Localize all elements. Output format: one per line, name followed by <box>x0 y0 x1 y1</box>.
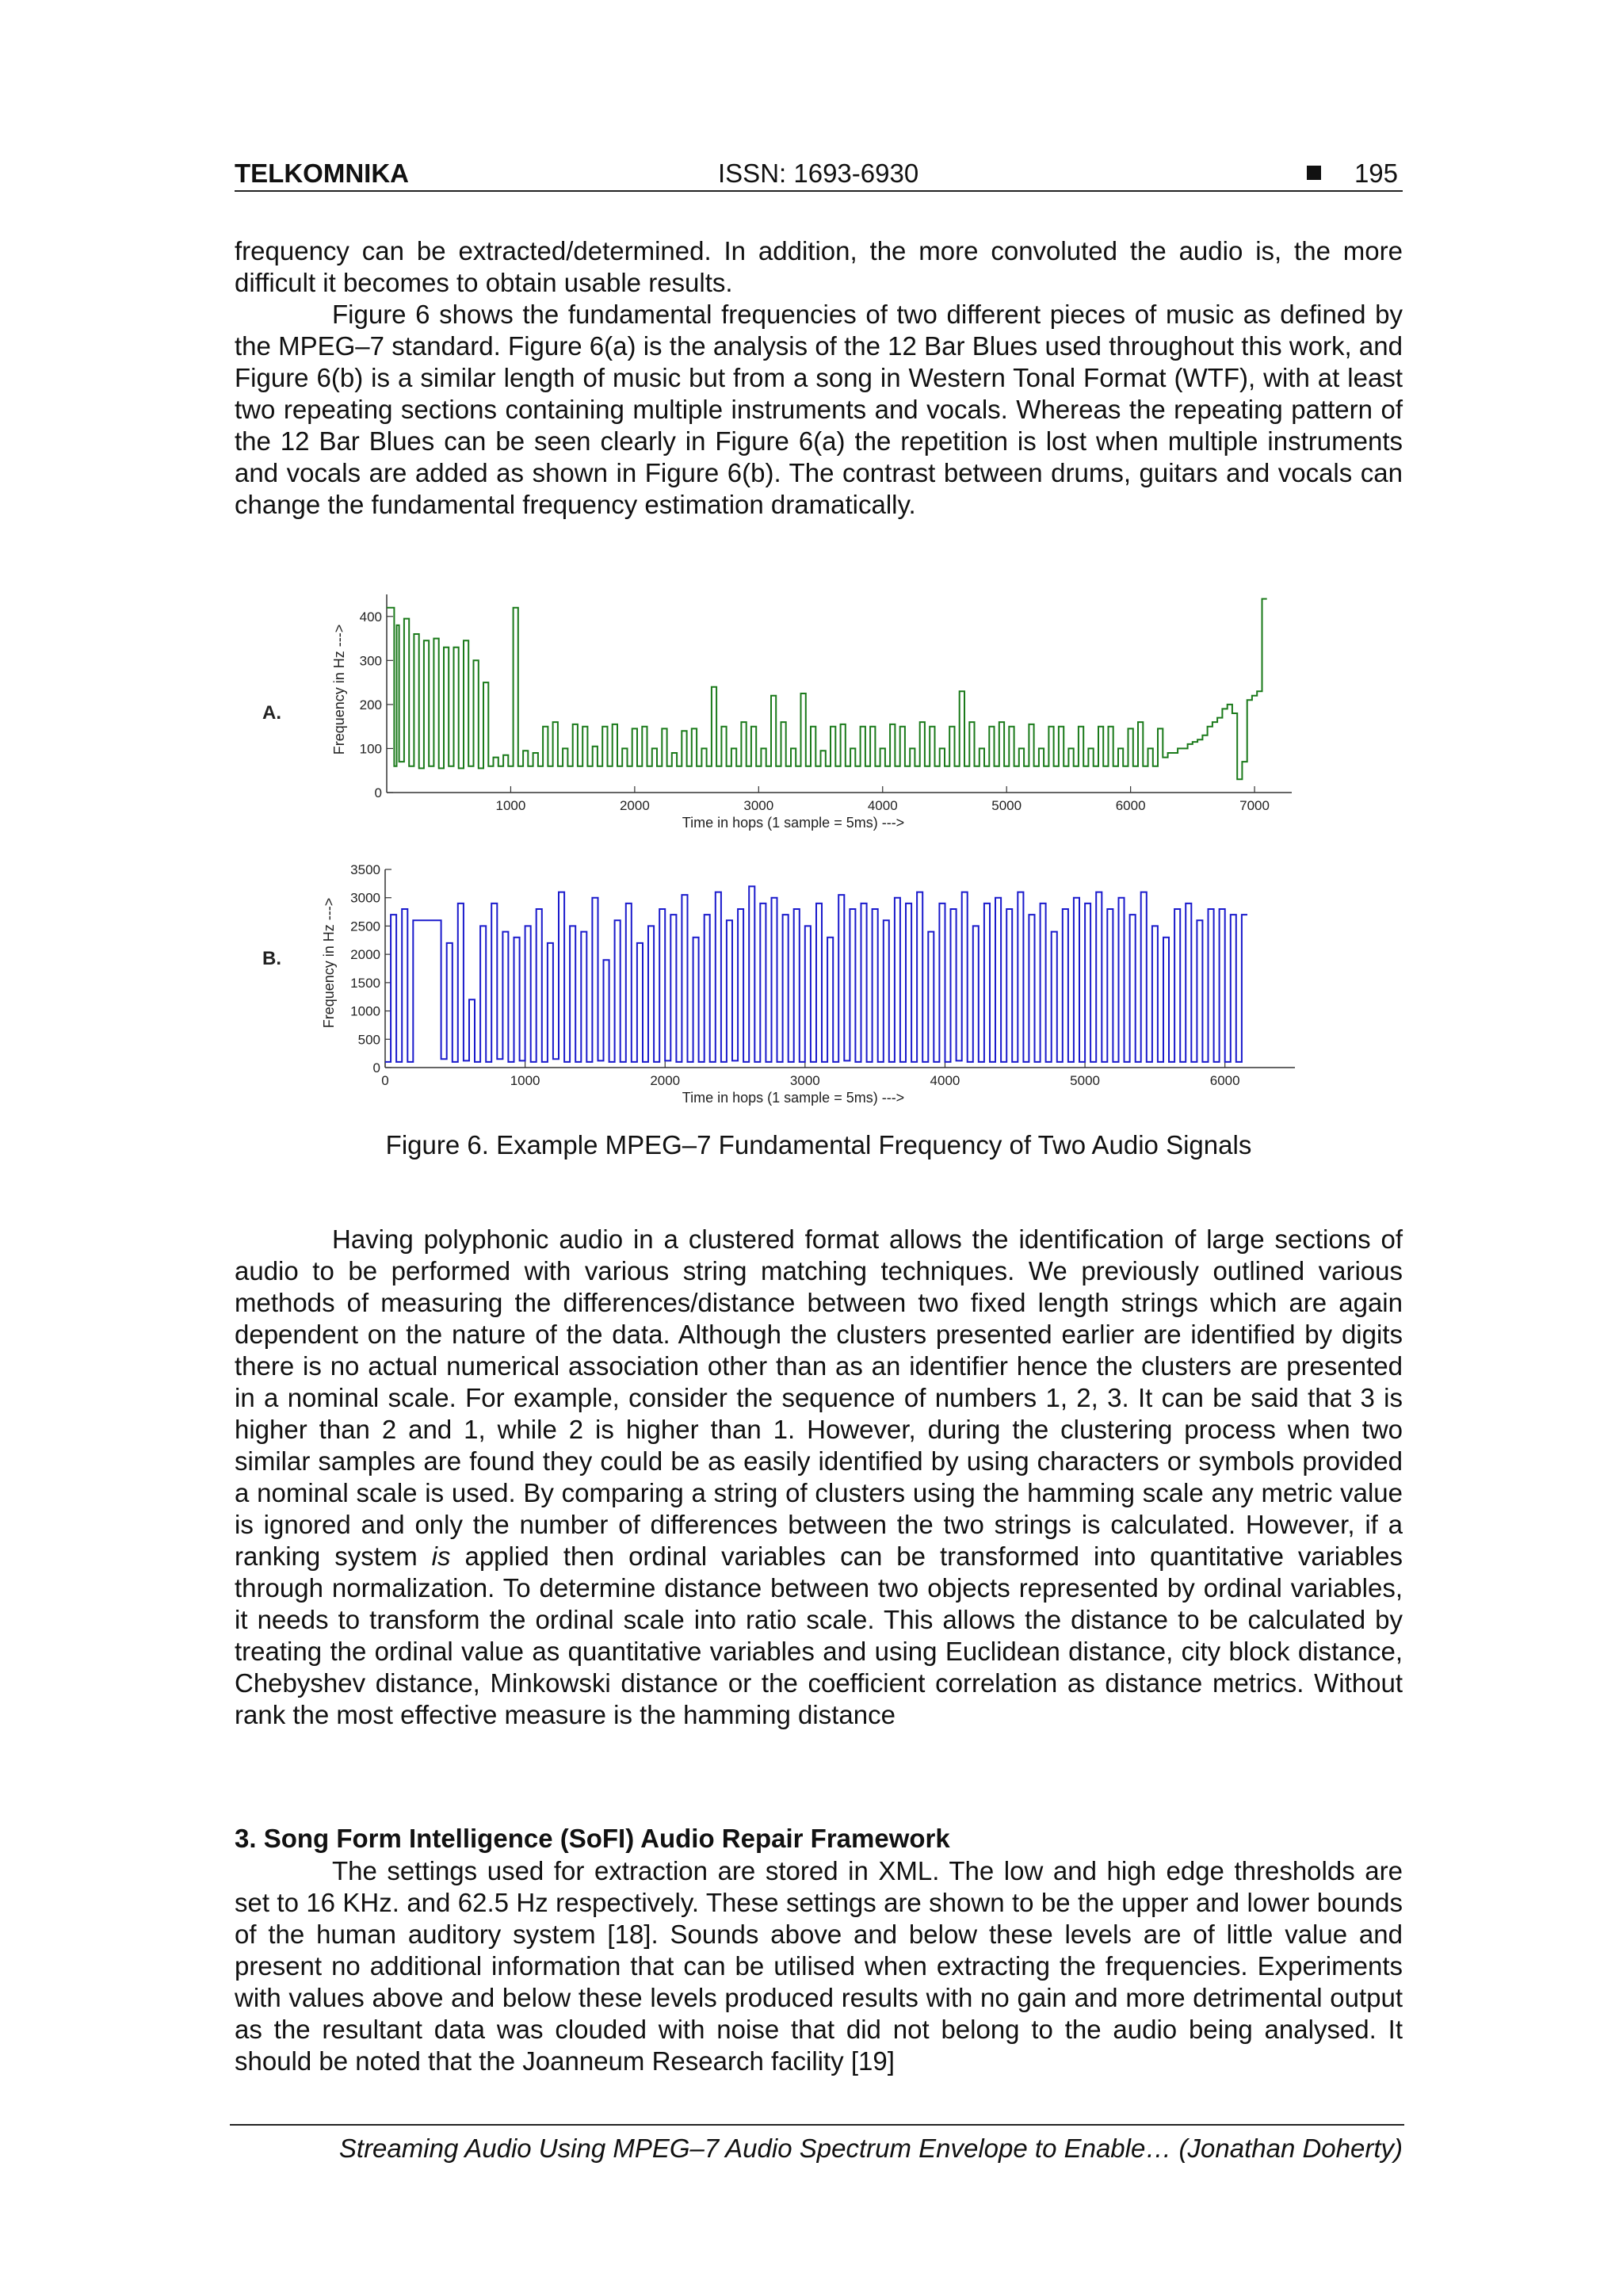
x-tick-label: 7000 <box>1239 798 1270 813</box>
panel-a-y-ticks <box>360 609 393 800</box>
x-tick-label: 3000 <box>789 1073 820 1088</box>
paragraph-3 <box>235 1224 1403 1731</box>
journal-name: TELKOMNIKA <box>235 159 409 188</box>
text-block-middle <box>235 1224 1403 1731</box>
panel-a-x-ticks <box>496 786 1270 813</box>
x-tick-label: 5000 <box>1070 1073 1100 1088</box>
panel-b-chart <box>262 862 1295 1106</box>
x-tick-label: 1000 <box>510 1073 540 1088</box>
x-tick-label: 6000 <box>1115 798 1146 813</box>
paragraph-2: Figure 6 shows the fundamental frequencies of two different pieces of music as defined by the MPEG–7 standard. Figure 6(a) is the analysis of the 12 Bar Blues used throughout this work, and Figure 6(b) is a similar length of music but from a song in Western Tonal Format (WTF), with at least two repeating sections containing multiple instruments and vocals. Whereas the repeating pattern of the 12 Bar Blues can be seen clearly in Figure 6(a) the repetition is lost when multiple instruments and vocals are added as shown in Figure 6(b). The contrast between drums, guitars and vocals can change the fundamental frequency estimation dramatically. <box>235 300 1403 519</box>
figure-6-svg <box>235 583 1403 1129</box>
paragraph-3-part-1: Having polyphonic audio in a clustered format allows the identification of large sections of audio to be performed with various string matching techniques. We previously outlined various methods of measuring the differences/distance between two fixed length strings which are again dependent on the nature of the data. Although the clusters presented earlier are identified by digits there is no actual numerical association other than as an identifier hence the clusters are presented in a nominal scale. For example, consider the sequence of numbers 1, 2, 3. It can be said that 3 is higher than 2 and 1, while 2 is higher than 1. However, during the clustering process when two similar samples are found they could be as easily identified by using characters or symbols provided a nominal scale is used. By comparing a string of clusters using the hamming scale any metric value is ignored and only the number of differences between the two strings is calculated. However, if a ranking system <box>235 1224 1403 1571</box>
x-tick-label: 2000 <box>650 1073 681 1088</box>
paragraph-4: The settings used for extraction are stored in XML. The low and high edge thresholds are set to 16 KHz. and 62.5 Hz respectively. These settings are shown to be the upper and lower bounds of the human auditory system [18]. Sounds above and below these levels are of little value and present no additional information that can be utilised when extracting the frequencies. Experiments with values above and below these levels produced results with no gain and more detrimental output as the resultant data was clouded with noise that did not belong to the audio being analysed. It should be noted that the Joanneum Research facility [19] <box>235 1856 1403 2076</box>
x-tick-label: 6000 <box>1209 1073 1240 1088</box>
header-square-bullet <box>1307 166 1321 180</box>
running-header <box>235 155 1403 192</box>
footer-text: Streaming Audio Using MPEG–7 Audio Spectrum Envelope to Enable… (Jonathan Doherty) <box>338 2134 1403 2163</box>
x-tick-label: 4000 <box>930 1073 960 1088</box>
y-tick-label: 200 <box>359 697 382 712</box>
y-tick-label: 400 <box>359 609 382 625</box>
y-tick-label: 1000 <box>350 1003 380 1019</box>
panel-b-xlabel: Time in hops (1 sample = 5ms) ---> <box>682 1090 905 1106</box>
section-heading: 3. Song Form Intelligence (SoFI) Audio Repair Framework <box>235 1824 950 1853</box>
x-tick-label: 4000 <box>867 798 898 813</box>
panel-b-series-line <box>385 886 1247 1062</box>
text-block-bottom <box>235 1855 1403 2077</box>
panel-b-x-ticks <box>381 1061 1239 1088</box>
y-tick-label: 100 <box>359 741 382 757</box>
panel-b-label: B. <box>262 948 281 969</box>
y-tick-label: 500 <box>357 1032 380 1048</box>
x-tick-label: 5000 <box>991 798 1022 813</box>
x-tick-label: 1000 <box>495 798 526 813</box>
running-footer <box>230 2124 1404 2164</box>
x-tick-label: 2000 <box>619 798 650 813</box>
panel-a-ylabel: Frequency in Hz ---> <box>331 624 347 755</box>
page-number: 195 <box>1354 159 1398 188</box>
paragraph-3-part-2: applied then ordinal variables can be transformed into quantitative variables through normalization. To determine distance between two objects represented by ordinal variables, it needs to transform the ordinal scale into ratio scale. This allows the distance to be calculated by treating the ordinal value as quantitative variables and using Euclidean distance, city block distance, Chebyshev distance, Minkowski distance or the coefficient correlation as distance metrics. Without rank the most effective measure is the hamming distance <box>235 1541 1403 1729</box>
issn: ISSN: 1693-6930 <box>718 159 919 188</box>
y-tick-label: 3000 <box>350 890 380 906</box>
panel-a-xlabel: Time in hops (1 sample = 5ms) ---> <box>682 815 905 831</box>
x-tick-label: 0 <box>381 1073 389 1088</box>
paragraph-3-italic: is <box>431 1541 451 1571</box>
y-tick-label: 1500 <box>350 975 380 991</box>
text-block-top <box>235 235 1403 521</box>
panel-a-series-line <box>387 599 1267 780</box>
panel-b-ylabel: Frequency in Hz ---> <box>321 897 337 1029</box>
figure-caption: Figure 6. Example MPEG–7 Fundamental Frequency of Two Audio Signals <box>385 1130 1252 1159</box>
figure-6 <box>235 583 1403 1153</box>
y-tick-label: 300 <box>359 653 382 669</box>
panel-a-chart <box>262 594 1292 831</box>
y-tick-label: 0 <box>374 785 382 800</box>
y-tick-label: 3500 <box>350 862 380 877</box>
x-tick-label: 3000 <box>743 798 774 813</box>
panel-a-label: A. <box>262 702 281 724</box>
y-tick-label: 2500 <box>350 919 380 934</box>
paragraph-1: frequency can be extracted/determined. In addition, the more convoluted the audio is, the more difficult it becomes to obtain usable results. <box>235 236 1403 297</box>
y-tick-label: 0 <box>372 1060 380 1075</box>
y-tick-label: 2000 <box>350 947 380 963</box>
